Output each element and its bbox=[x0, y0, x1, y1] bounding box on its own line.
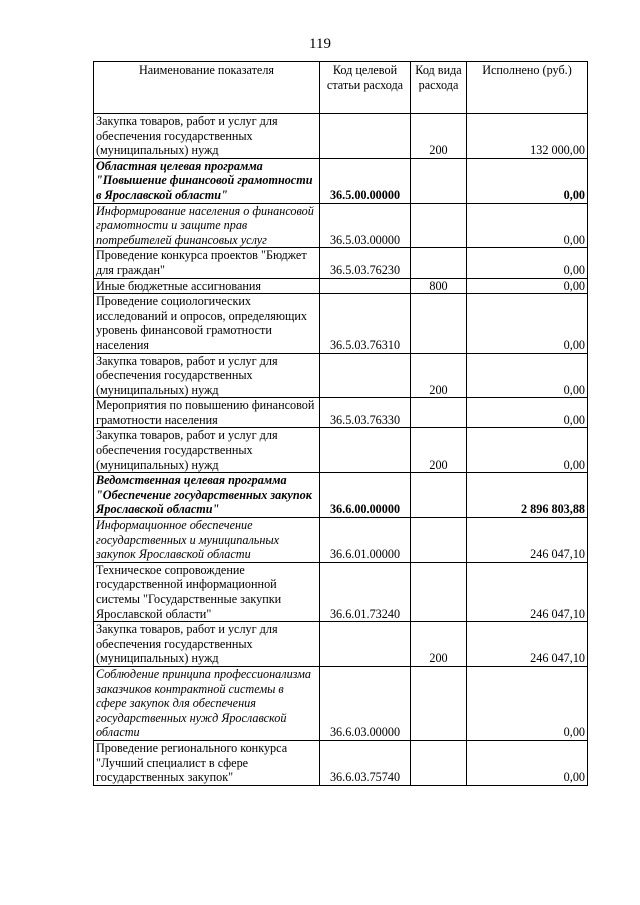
table-row bbox=[94, 353, 588, 398]
row-executed-amount: 0,00 bbox=[467, 278, 588, 294]
row-target-article-code: 36.6.03.75740 bbox=[320, 740, 411, 785]
row-executed-amount: 2 896 803,88 bbox=[467, 473, 588, 518]
row-executed-amount: 0,00 bbox=[467, 740, 588, 785]
row-name: Соблюдение принципа профессионализма заказчиков контрактной системы в сфере закупок для обеспечения государственных нужд Ярославской области bbox=[94, 666, 320, 740]
header-row bbox=[94, 62, 588, 114]
page-number: 119 bbox=[309, 36, 331, 52]
row-name: Закупка товаров, работ и услуг для обеспечения государственных (муниципальных) нужд bbox=[94, 622, 320, 667]
row-executed-amount: 0,00 bbox=[467, 428, 588, 473]
header-indicator-name: Наименование показателя bbox=[94, 62, 320, 114]
row-expense-type-code bbox=[411, 740, 467, 785]
header-executed-amount: Исполнено (руб.) bbox=[467, 62, 588, 114]
row-executed-amount: 0,00 bbox=[467, 666, 588, 740]
table-row bbox=[94, 518, 588, 563]
table-row bbox=[94, 114, 588, 159]
budget-execution-table bbox=[93, 61, 588, 786]
header-target-article-code: Код целевой статьи расхода bbox=[320, 62, 411, 114]
header-expense-type-code: Код вида расхода bbox=[411, 62, 467, 114]
row-target-article-code bbox=[320, 428, 411, 473]
table-row bbox=[94, 666, 588, 740]
row-expense-type-code: 800 bbox=[411, 278, 467, 294]
row-name: Проведение регионального конкурса "Лучший специалист в сфере государственных закупок" bbox=[94, 740, 320, 785]
row-executed-amount: 0,00 bbox=[467, 158, 588, 203]
row-expense-type-code: 200 bbox=[411, 622, 467, 667]
row-target-article-code: 36.5.03.76230 bbox=[320, 248, 411, 278]
table-row bbox=[94, 278, 588, 294]
table-row bbox=[94, 428, 588, 473]
row-name: Иные бюджетные ассигнования bbox=[94, 278, 320, 294]
row-target-article-code bbox=[320, 114, 411, 159]
row-executed-amount: 246 047,10 bbox=[467, 518, 588, 563]
row-expense-type-code bbox=[411, 158, 467, 203]
row-executed-amount: 0,00 bbox=[467, 248, 588, 278]
row-executed-amount: 0,00 bbox=[467, 353, 588, 398]
row-name: Мероприятия по повышению финансовой грамотности населения bbox=[94, 398, 320, 428]
row-target-article-code: 36.6.03.00000 bbox=[320, 666, 411, 740]
row-target-article-code: 36.5.03.76310 bbox=[320, 294, 411, 353]
table-row bbox=[94, 740, 588, 785]
table-row bbox=[94, 622, 588, 667]
row-name: Областная целевая программа "Повышение финансовой грамотности в Ярославской области" bbox=[94, 158, 320, 203]
row-executed-amount: 132 000,00 bbox=[467, 114, 588, 159]
row-target-article-code: 36.6.01.73240 bbox=[320, 562, 411, 621]
row-executed-amount: 246 047,10 bbox=[467, 622, 588, 667]
row-name: Ведомственная целевая программа "Обеспечение государственных закупок Ярославской области" bbox=[94, 473, 320, 518]
row-executed-amount: 0,00 bbox=[467, 398, 588, 428]
row-name: Проведение социологических исследований и опросов, определяющих уровень финансовой грамотности населения bbox=[94, 294, 320, 353]
row-name: Информирование населения о финансовой грамотности и защите прав потребителей финансовых услуг bbox=[94, 203, 320, 248]
table-row bbox=[94, 294, 588, 353]
row-name: Закупка товаров, работ и услуг для обеспечения государственных (муниципальных) нужд bbox=[94, 353, 320, 398]
row-expense-type-code: 200 bbox=[411, 353, 467, 398]
row-expense-type-code bbox=[411, 666, 467, 740]
row-expense-type-code bbox=[411, 294, 467, 353]
row-expense-type-code: 200 bbox=[411, 428, 467, 473]
row-name: Закупка товаров, работ и услуг для обеспечения государственных (муниципальных) нужд bbox=[94, 114, 320, 159]
table-body bbox=[94, 114, 588, 786]
row-expense-type-code: 200 bbox=[411, 114, 467, 159]
row-expense-type-code bbox=[411, 398, 467, 428]
row-name: Закупка товаров, работ и услуг для обеспечения государственных (муниципальных) нужд bbox=[94, 428, 320, 473]
row-name: Проведение конкурса проектов "Бюджет для граждан" bbox=[94, 248, 320, 278]
row-target-article-code bbox=[320, 353, 411, 398]
row-expense-type-code bbox=[411, 562, 467, 621]
row-expense-type-code bbox=[411, 518, 467, 563]
row-target-article-code bbox=[320, 278, 411, 294]
table-row bbox=[94, 473, 588, 518]
row-expense-type-code bbox=[411, 473, 467, 518]
row-expense-type-code bbox=[411, 248, 467, 278]
row-target-article-code bbox=[320, 622, 411, 667]
row-target-article-code: 36.6.00.00000 bbox=[320, 473, 411, 518]
table-row bbox=[94, 398, 588, 428]
table-row bbox=[94, 248, 588, 278]
row-executed-amount: 0,00 bbox=[467, 203, 588, 248]
table-row bbox=[94, 203, 588, 248]
table-header bbox=[94, 62, 588, 114]
row-target-article-code: 36.5.03.76330 bbox=[320, 398, 411, 428]
row-target-article-code: 36.5.03.00000 bbox=[320, 203, 411, 248]
row-executed-amount: 246 047,10 bbox=[467, 562, 588, 621]
row-expense-type-code bbox=[411, 203, 467, 248]
table-row bbox=[94, 158, 588, 203]
table-row bbox=[94, 562, 588, 621]
row-name: Информационное обеспечение государственных и муниципальных закупок Ярославской области bbox=[94, 518, 320, 563]
row-target-article-code: 36.6.01.00000 bbox=[320, 518, 411, 563]
row-name: Техническое сопровождение государственной информационной системы "Государственные закупки Ярославской области" bbox=[94, 562, 320, 621]
row-target-article-code: 36.5.00.00000 bbox=[320, 158, 411, 203]
row-executed-amount: 0,00 bbox=[467, 294, 588, 353]
